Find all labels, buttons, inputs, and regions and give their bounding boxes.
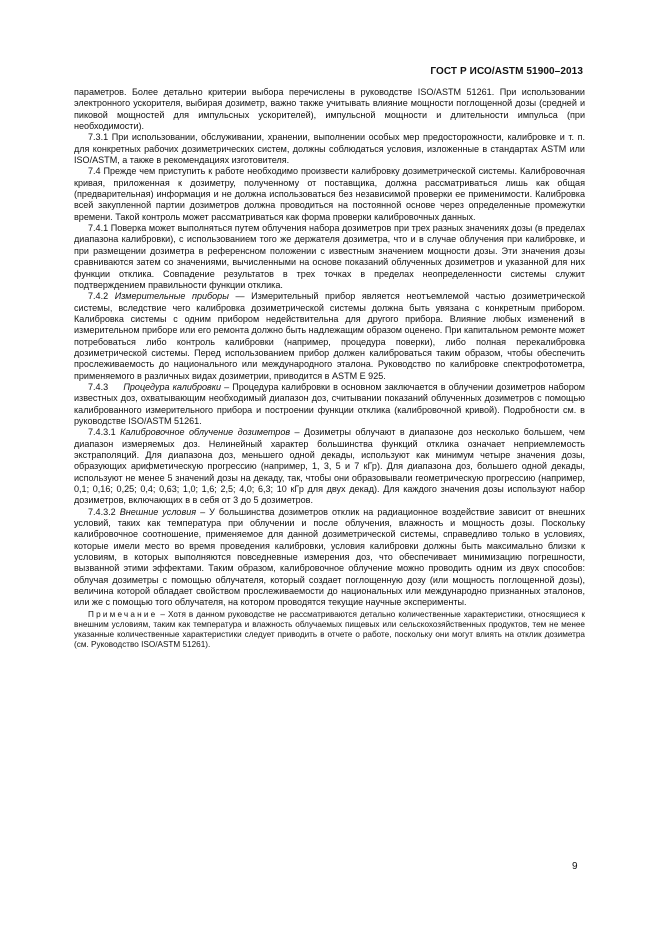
paragraph-text: – Дозиметры облучают в диапазоне доз несколько большем, чем диапазон измеряемых доз. Нелинейный характер большинства функций отклика означает неприемлемость экстраполяций. Для диапазона доз, меньшего одной декады, используют как минимум четыре значения дозы, образующих арифметическую прогрессию (например, 1, 3, 5 и 7 кГр). Для диапазона доз, большего одной декады, используют не менее 5 значений дозы на декаду, так, чтобы они образовывали геометрическую прогрессию (например, 0,1; 0,16; 0,25; 0,4; 0,63; 1,0; 1,6; 2,5; 4,0; 6,3; 10 кГр для двух декад). Для каждого значения дозы используют набор дозиметров, включающих в в себя от 3 до 5 дозиметров. (74, 427, 586, 506)
paragraph-7-4-3-2 (74, 507, 585, 609)
paragraph-continuation (74, 87, 585, 132)
section-number: 7.4.3.2 (88, 506, 116, 517)
document-body (74, 87, 585, 651)
paragraph-7-4-2 (74, 291, 585, 382)
section-number: 7.4.3 (88, 381, 109, 392)
note-label: Примечание (88, 609, 158, 619)
paragraph-text: параметров. Более детально критерии выбора перечислены в руководстве ISO/ASTM 51261. При использовании электронного ускорителя, выбирая дозиметр, важно также учитывать влияние мощности поглощенной дозы (средней и пиковой мощностей для импульсных ускорителей), импульсной мощности и длительности импульса (при необходимости). (74, 87, 585, 132)
paragraph-text: 7.3.1 При использовании, обслуживании, хранении, выполнении особых мер предосторожности, калибровке и т. п. для конкретных рабочих дозиметрических систем, должны соблюдаться условия, изложенные в стандартах ASTM или ISO/ASTM, а также в рекомендациях изготовителя. (74, 132, 585, 166)
section-title: Измерительные приборы (114, 291, 229, 302)
note-text: – Хотя в данном руководстве не рассматриваются детально количественные характеристики, относящиеся к внешним условиям, таким как температура и влажность облучаемых пищевых или сельскохозяйственных продуктов, тем не менее указанные количественные характеристики следует приводить в отчете о работе, поскольку они могут влиять на отклик дозиметра (см. Руководство ISO/ASTM 51261). (74, 609, 585, 650)
paragraph-7-4-3-1 (74, 427, 585, 506)
paragraph-text: – У большинства дозиметров отклик на радиационное воздействие зависит от внешних условий, таких как температура при облучении и после облучения, влажность и мощность дозы. Поскольку калибровочное соотношение, применяемое для данной дозиметрической системы, справедливо только в условиях, которые имели место во время проведения калибровки, условия калибровки должны быть максимально близки к условиям, в которых выполняются повседневные измерения доз, что обеспечивает минимизацию погрешности, вызванной этими эффектами. Таким образом, калибровочное облучение можно проводить одним из двух способов: облучая дозиметры с помощью облучателя, который создает поглощенную дозу (или мощность поглощенной дозы), величина которой обладает свойством прослеживаемости до национальных или международно признанных эталонов, или же с помощью того облучателя, на котором проводятся текущие научные эксперименты. (74, 506, 585, 608)
paragraph-text: 7.4.1 Поверка может выполняться путем облучения набора дозиметров при трех разных значениях дозы (в пределах диапазона калибровки), с использованием того же держателя дозиметра, что и в случае облучения при калибровке, и при размещении дозиметра в референсном положении с известным значением мощности дозы. Эти значения дозы сравниваются затем со значениями, вычисленными на основе показаний облученных дозиметров и указанной для них функции отклика. Совпадение результатов в трех точках в пределах неопределенности системы служит подтверждением правильности функции отклика. (74, 223, 585, 290)
note-paragraph (74, 610, 585, 651)
paragraph-text: — Измерительный прибор является неотъемлемой частью дозиметрической системы, вследствие чего калибровка дозиметрической системы должна быть увязана с конкретным прибором. Калибровка системы с одним прибором недействительна для другого прибора. Влияние любых изменений в измерительном приборе или его ремонта должно быть надлежащим образом оценено. При капитальном ремонте может потребоваться либо контроль калибровки (например, процедура поверки), либо полная перекалибровка дозиметрической системы. Перед использованием прибор должен калиброваться таким образом, чтобы обеспечить прослеживаемость до национального или международного эталона. Руководство по калибровке спектрофотометра, применяемого в различных видах дозиметрии, приводится в ASTM E 925. (74, 291, 585, 381)
paragraph-7-4-3 (74, 382, 585, 427)
section-number: 7.4.3.1 (88, 427, 116, 438)
paragraph-text: – Процедура калибровки в основном заключается в облучении дозиметров набором известных доз, охватывающим необходимый диапазон доз, считывании показаний облученных дозиметров с помощью калиброванного измерительного прибора и построении функции отклика (калибровочной кривой). Подробности см. в руководстве ISO/ASTM 51261. (74, 381, 585, 426)
section-number: 7.4.2 (88, 291, 109, 302)
paragraph-7-4 (74, 166, 585, 223)
paragraph-7-4-1 (74, 223, 585, 291)
paragraph-7-3-1 (74, 132, 585, 166)
section-title: Процедура калибровки (123, 381, 222, 392)
document-header: ГОСТ Р ИСО/ASTM 51900–2013 (430, 66, 583, 77)
section-title: Калибровочное облучение дозиметров (120, 427, 291, 438)
page-number: 9 (572, 861, 578, 872)
paragraph-text: 7.4 Прежде чем приступить к работе необходимо произвести калибровку дозиметрической системы. Калибровочная кривая, приложенная к дозиметру, полученному от поставщика, должна рассматриваться лишь как общая (предварительная) информация и не должна использоваться без независимой проверки ее применимости. Калибровка всей закупленной партии дозиметров должна проводиться на постоянной основе через определенные промежутки времени. Такой контроль может рассматриваться как форма проверки калибровочных данных. (74, 166, 585, 222)
section-title: Внешние условия (119, 506, 197, 517)
